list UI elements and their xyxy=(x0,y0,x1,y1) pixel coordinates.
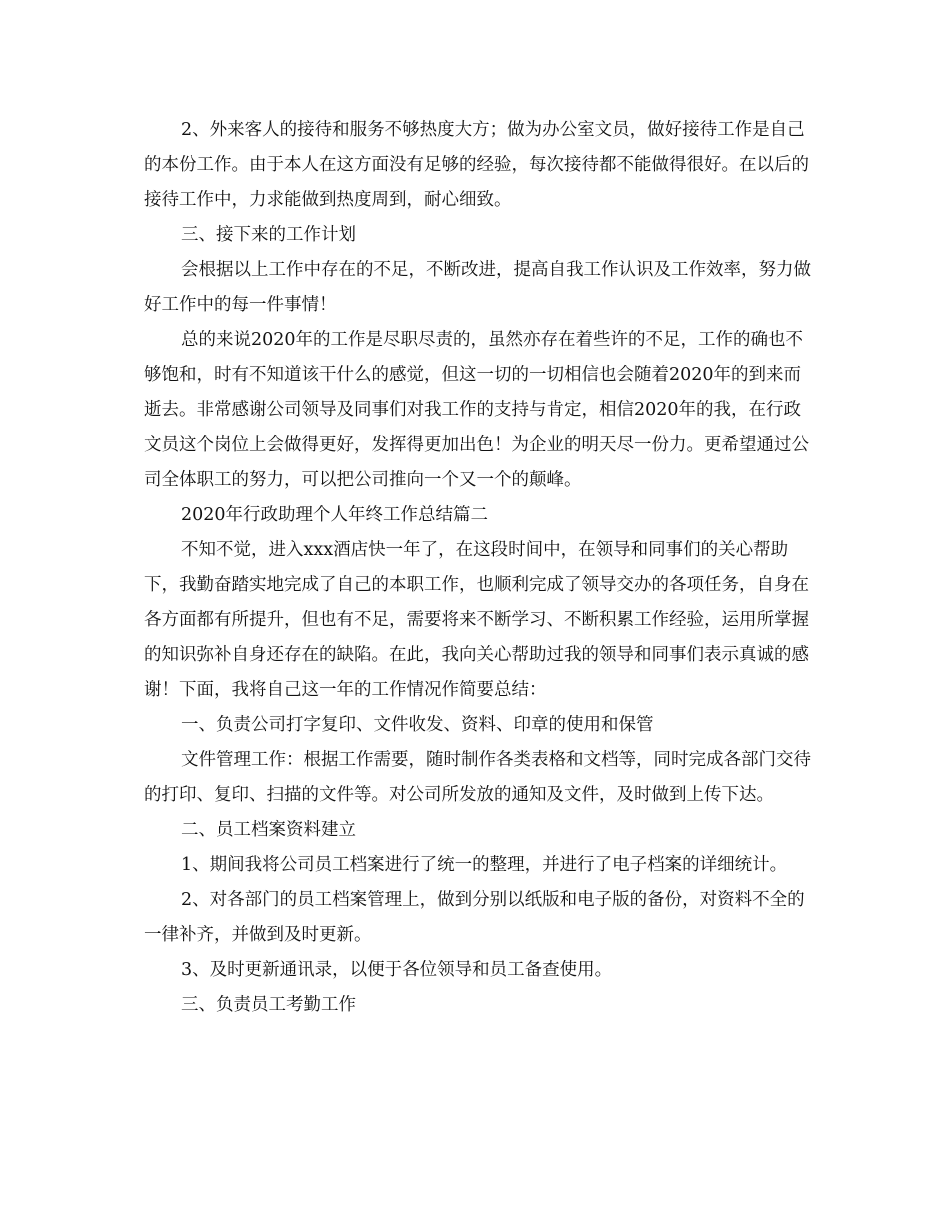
document-body xyxy=(144,113,814,1023)
heading-section-three: 三、负责员工考勤工作 xyxy=(181,995,356,1015)
paragraph-intro-hotel: 不知不觉，进入xxx酒店快一年了，在这段时间中，在领导和同事们的关心帮助下，我勤奋踏实地完成了自己的本职工作，也顺利完成了领导交办的各项任务，自身在各方面都有所提升，但也有不足，需要将来不断学习、不断积累工作经验，运用所掌握的知识弥补自身还存在的缺陷。在此，我向关心帮助过我的领导和同事们表示真诚的感谢！下面，我将自己这一年的工作情况作简要总结： xyxy=(144,540,809,700)
heading-section-one: 一、负责公司打字复印、文件收发、资料、印章的使用和保管 xyxy=(181,715,654,735)
heading-next-work-plan: 三、接下来的工作计划 xyxy=(181,225,356,245)
list-item-archive-2: 2、对各部门的员工档案管理上，做到分别以纸版和电子版的备份，对资料不全的一律补齐，并做到及时更新。 xyxy=(144,890,805,945)
paragraph-reception: 2、外来客人的接待和服务不够热度大方；做为办公室文员，做好接待工作是自己的本份工作。由于本人在这方面没有足够的经验，每次接待都不能做得很好。在以后的接待工作中，力求能做到热度周到，耐心细致。 xyxy=(144,120,809,210)
paragraph-summary: 总的来说2020年的工作是尽职尽责的，虽然亦存在着些许的不足，工作的确也不够饱和，时有不知道该干什么的感觉，但这一切的一切相信也会随着2020年的到来而逝去。非常感谢公司领导及同事们对我工作的支持与肯定，相信2020年的我，在行政文员这个岗位上会做得更好，发挥得更加出色！为企业的明天尽一份力。更希望通过公司全体职工的努力，可以把公司推向一个又一个的颠峰。 xyxy=(144,330,809,490)
list-item-archive-1: 1、期间我将公司员工档案进行了统一的整理，并进行了电子档案的详细统计。 xyxy=(181,855,788,875)
paragraph-file-management: 文件管理工作：根据工作需要，随时制作各类表格和文档等，同时完成各部门交待的打印、复印、扫描的文件等。对公司所发放的通知及文件，及时做到上传下达。 xyxy=(144,750,811,805)
heading-part-two: 2020年行政助理个人年终工作总结篇二 xyxy=(181,505,489,525)
paragraph-improvement: 会根据以上工作中存在的不足，不断改进，提高自我工作认识及工作效率，努力做好工作中的每一件事情！ xyxy=(144,260,811,315)
list-item-archive-3: 3、及时更新通讯录，以便于各位领导和员工备查使用。 xyxy=(181,960,613,980)
heading-section-two: 二、员工档案资料建立 xyxy=(181,820,356,840)
